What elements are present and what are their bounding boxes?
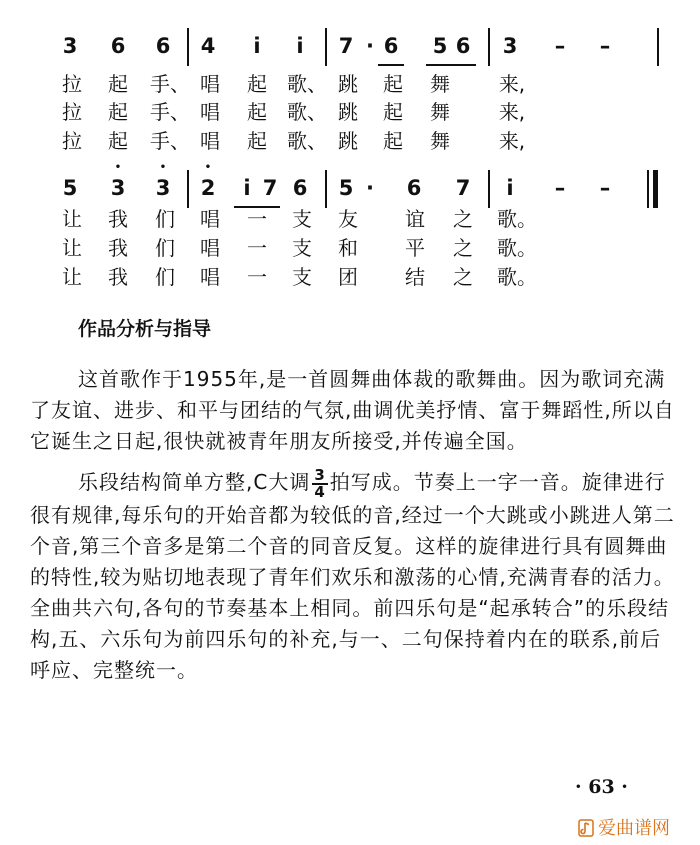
note: 6 bbox=[155, 34, 171, 58]
bar-line bbox=[488, 170, 490, 208]
note: 6 bbox=[110, 34, 126, 58]
note: 4 bbox=[200, 34, 216, 58]
note: 5 bbox=[338, 176, 354, 200]
bar-line bbox=[187, 28, 189, 66]
bar-line bbox=[187, 170, 189, 208]
bar-line bbox=[325, 28, 327, 66]
note-dash: – bbox=[554, 176, 566, 200]
analysis-text bbox=[30, 364, 680, 696]
bar-line bbox=[657, 28, 659, 66]
note: 5 bbox=[62, 176, 78, 200]
note: • 3 bbox=[103, 176, 133, 200]
score-row-1 bbox=[0, 34, 700, 64]
note-dot: · bbox=[366, 176, 374, 200]
note: 5 bbox=[432, 34, 448, 58]
lyric-line: 拉 起 手、 唱 起 歌、 跳 起 舞 来, bbox=[62, 129, 526, 153]
note-dot: · bbox=[366, 34, 374, 58]
note: 6 bbox=[292, 176, 308, 200]
note-dash: – bbox=[599, 34, 611, 58]
lyric-line: 让 我 们 唱 一 支 和 平 之 歌。 bbox=[62, 236, 537, 260]
note: i bbox=[243, 176, 251, 200]
note: 3 bbox=[62, 34, 78, 58]
bar-line bbox=[325, 170, 327, 208]
bar-line bbox=[488, 28, 490, 66]
note-dash: – bbox=[554, 34, 566, 58]
note: 7 bbox=[338, 34, 354, 58]
lyric-line: 让 我 们 唱 一 支 友 谊 之 歌。 bbox=[62, 207, 537, 231]
note: • 3 bbox=[148, 176, 178, 200]
final-bar-thick bbox=[653, 170, 658, 208]
note: i bbox=[506, 176, 514, 200]
note: 7 bbox=[262, 176, 278, 200]
note-dash: – bbox=[599, 176, 611, 200]
score-row-2 bbox=[0, 176, 700, 206]
paragraph-2: 乐段结构简单方整,C大调 $\frac{3}{4}$ 拍写成。节奏上一字一音。旋律进行很有规律,每乐句的开始音都为较低的音,经过一个大跳或小跳进人第二个音,第三个音多是第二个音的同音反复。这样的旋律进行具有圆舞曲的特性,较为贴切地表现了青年们欢乐和激荡的心情,充满青春的活力。全曲共六句,各句的节奏基本上相同。前四乐句是“起承转合”的乐段结构,五、六乐句为前四乐句的补充,与一、二句保持着内在的联系,前后呼应、完整统一。 bbox=[30, 465, 675, 682]
watermark: 爱曲谱网 bbox=[578, 814, 670, 840]
note: • 2 bbox=[193, 176, 223, 200]
note: i bbox=[253, 34, 261, 58]
note: i bbox=[296, 34, 304, 58]
lyric-line: 让 我 们 唱 一 支 团 结 之 歌。 bbox=[62, 265, 537, 289]
note: 6 bbox=[406, 176, 422, 200]
beam-underline bbox=[426, 64, 476, 66]
lyric-line: 拉 起 手、 唱 起 歌、 跳 起 舞 来, bbox=[62, 100, 526, 124]
note: 3 bbox=[502, 34, 518, 58]
section-title: 作品分析与指导 bbox=[78, 318, 212, 340]
lyric-line: 拉 起 手、 唱 起 歌、 跳 起 舞 来, bbox=[62, 72, 526, 96]
note: 7 bbox=[455, 176, 471, 200]
page-number: · 63 · bbox=[575, 776, 628, 798]
music-note-icon bbox=[578, 819, 594, 837]
beam-underline bbox=[378, 64, 404, 66]
time-signature: $\frac{3}{4}$ bbox=[314, 465, 326, 501]
note: 6 bbox=[383, 34, 399, 58]
paragraph-1: 这首歌作于1955年,是一首圆舞曲体裁的歌舞曲。因为歌词充满了友谊、进步、和平与团结的气氛,曲调优美抒情、富于舞蹈性,所以自它诞生之日起,很快就被青年朋友所接受,并传遍全国。 bbox=[30, 367, 675, 453]
final-bar-thin bbox=[647, 170, 649, 208]
note: 6 bbox=[455, 34, 471, 58]
